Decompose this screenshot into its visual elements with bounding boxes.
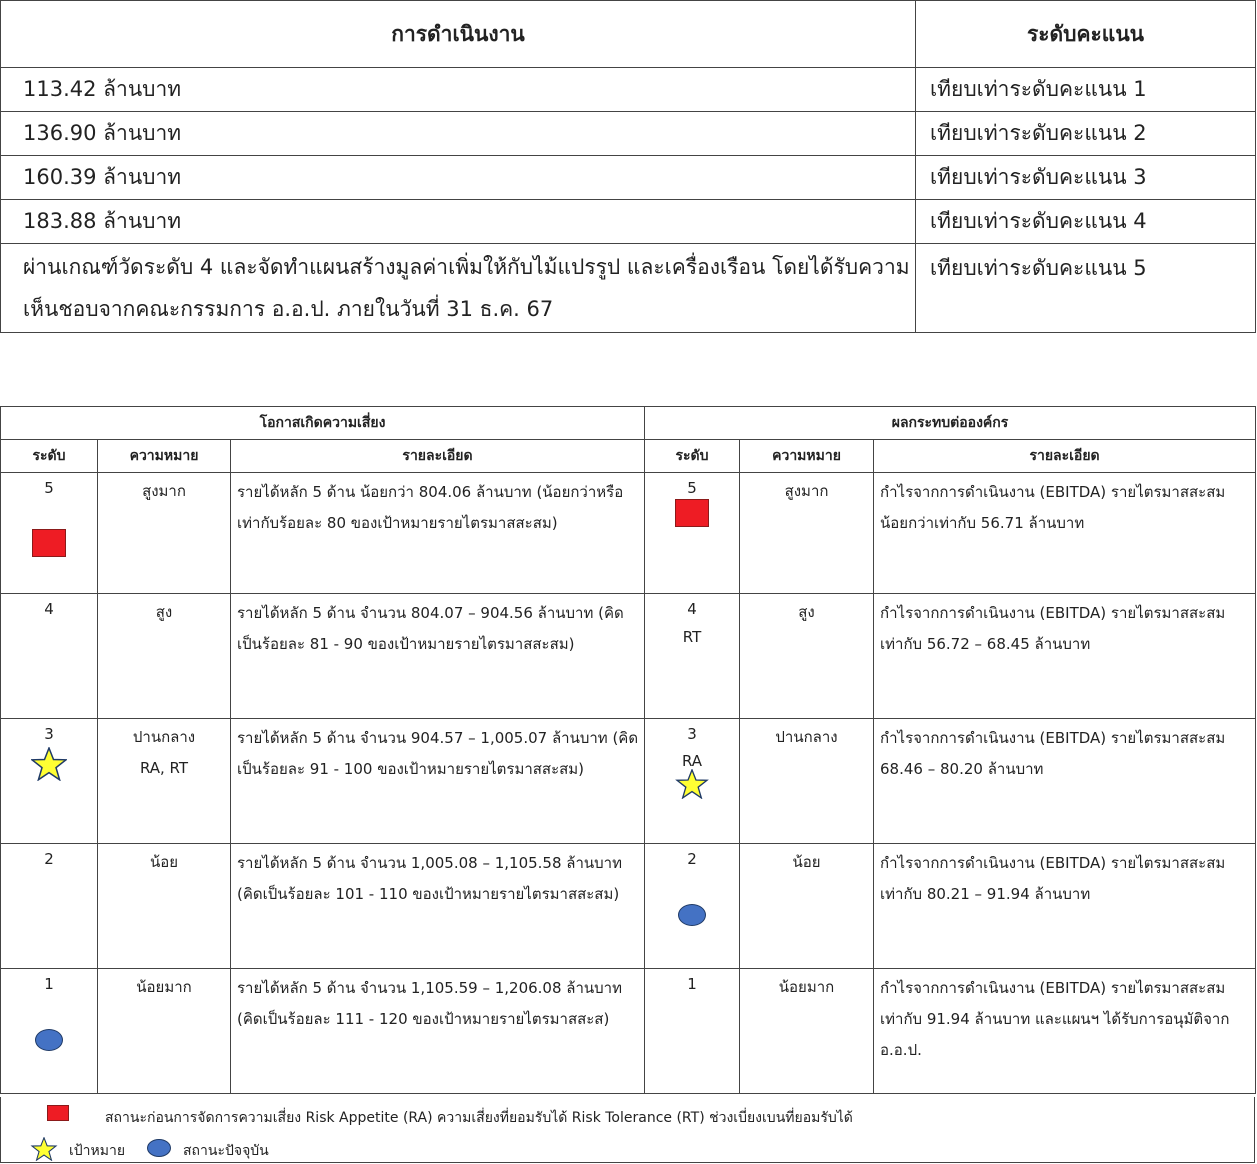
impact-level-cell	[645, 594, 740, 719]
likelihood-level: 4	[1, 594, 98, 719]
likelihood-level: 2	[1, 844, 98, 969]
performance-value: 160.39 ล้านบาท	[1, 156, 916, 200]
red-square-icon	[32, 529, 66, 557]
likelihood-level-cell	[1, 473, 98, 594]
likelihood-level: 5	[44, 479, 54, 497]
likelihood-meaning: น้อย	[98, 844, 231, 969]
impact-detail: กำไรจากการดำเนินงาน (EBITDA) รายไตรมาสสะสม เท่ากับ 80.21 – 91.94 ล้านบาท	[874, 844, 1256, 969]
impact-level: 2	[687, 850, 697, 868]
star-icon	[31, 747, 67, 781]
risk-column-header-row	[1, 440, 1256, 473]
risk-row	[1, 594, 1256, 719]
performance-row	[1, 68, 1256, 112]
likelihood-meaning: ปานกลาง	[132, 728, 196, 746]
score-value: เทียบเท่าระดับคะแนน 1	[916, 68, 1256, 112]
likelihood-detail: รายได้หลัก 5 ด้าน จำนวน 804.07 – 904.56 ล้านบาท (คิดเป็นร้อยละ 81 - 90 ของเป้าหมายรายไตรมาสสะสม)	[231, 594, 645, 719]
performance-header-row	[1, 1, 1256, 68]
impact-header: ผลกระทบต่อองค์กร	[645, 407, 1256, 440]
impact-tag: RT	[682, 628, 702, 646]
performance-value: 183.88 ล้านบาท	[1, 200, 916, 244]
impact-detail: กำไรจากการดำเนินงาน (EBITDA) รายไตรมาสสะสม เท่ากับ 56.72 – 68.45 ล้านบาท	[874, 594, 1256, 719]
impact-level-cell	[645, 719, 740, 844]
likelihood-detail: รายได้หลัก 5 ด้าน จำนวน 1,005.08 – 1,105.58 ล้านบาท (คิดเป็นร้อยละ 101 - 110 ของเป้าหมายรายไตรมาสสะสม)	[231, 844, 645, 969]
star-icon	[27, 1137, 61, 1161]
performance-value: 113.42 ล้านบาท	[1, 68, 916, 112]
risk-matrix-table	[0, 406, 1256, 1094]
blue-circle-icon	[147, 1139, 171, 1157]
risk-row	[1, 969, 1256, 1094]
likelihood-detail: รายได้หลัก 5 ด้าน จำนวน 904.57 – 1,005.07 ล้านบาท (คิดเป็นร้อยละ 91 - 100 ของเป้าหมายรายไตรมาสสะสม)	[231, 719, 645, 844]
risk-row	[1, 473, 1256, 594]
risk-row	[1, 719, 1256, 844]
impact-tag: RA	[681, 752, 703, 770]
col-detail: รายละเอียด	[231, 440, 645, 473]
likelihood-level: 3	[44, 725, 54, 743]
likelihood-header: โอกาสเกิดความเสี่ยง	[1, 407, 645, 440]
impact-detail: กำไรจากการดำเนินงาน (EBITDA) รายไตรมาสสะสม เท่ากับ 91.94 ล้านบาท และแผนฯ ได้รับการอนุมัติจาก อ.อ.ป.	[874, 969, 1256, 1094]
impact-level: 5	[687, 479, 697, 497]
score-value: เทียบเท่าระดับคะแนน 2	[916, 112, 1256, 156]
col-meaning: ความหมาย	[98, 440, 231, 473]
legend-before-text: สถานะก่อนการจัดการความเสี่ยง Risk Appetite (RA) ความเสี่ยงที่ยอมรับได้ Risk Tolerance (RT) ช่วงเบี่ยงเบนที่ยอมรับได้	[105, 1110, 853, 1126]
impact-level-cell	[645, 844, 740, 969]
impact-detail: กำไรจากการดำเนินงาน (EBITDA) รายไตรมาสสะสม 68.46 – 80.20 ล้านบาท	[874, 719, 1256, 844]
impact-meaning: สูงมาก	[740, 473, 874, 594]
likelihood-detail: รายได้หลัก 5 ด้าน น้อยกว่า 804.06 ล้านบาท (น้อยกว่าหรือเท่ากับร้อยละ 80 ของเป้าหมายรายไตรมาสสะสม)	[231, 473, 645, 594]
likelihood-meaning: น้อยมาก	[98, 969, 231, 1094]
impact-meaning: สูง	[740, 594, 874, 719]
impact-level: 4	[687, 600, 697, 618]
likelihood-level: 1	[44, 975, 54, 993]
score-value: เทียบเท่าระดับคะแนน 5	[916, 244, 1256, 333]
red-square-icon	[675, 499, 709, 527]
performance-table	[0, 0, 1256, 333]
performance-row	[1, 244, 1256, 333]
performance-header: การดำเนินงาน	[1, 1, 916, 68]
performance-row	[1, 112, 1256, 156]
impact-level: 3	[687, 725, 697, 743]
col-meaning: ความหมาย	[740, 440, 874, 473]
performance-row	[1, 200, 1256, 244]
performance-value: ผ่านเกณฑ์วัดระดับ 4 และจัดทำแผนสร้างมูลค่าเพิ่มให้กับไม้แปรรูป และเครื่องเรือน โดยได้รับความเห็นชอบจากคณะกรรมการ อ.อ.ป. ภายในวันที่ 31 ธ.ค. 67	[1, 244, 916, 333]
col-level: ระดับ	[645, 440, 740, 473]
likelihood-meaning: สูงมาก	[98, 473, 231, 594]
blue-circle-icon	[35, 1029, 63, 1051]
performance-value: 136.90 ล้านบาท	[1, 112, 916, 156]
red-square-icon	[47, 1105, 69, 1121]
likelihood-level-cell	[1, 969, 98, 1094]
risk-group-header-row	[1, 407, 1256, 440]
impact-detail: กำไรจากการดำเนินงาน (EBITDA) รายไตรมาสสะสม น้อยกว่าเท่ากับ 56.71 ล้านบาท	[874, 473, 1256, 594]
legend-current-text: สถานะปัจจุบัน	[183, 1143, 269, 1159]
likelihood-meaning-cell	[98, 719, 231, 844]
blue-circle-icon	[678, 904, 706, 926]
impact-meaning: น้อย	[740, 844, 874, 969]
risk-row	[1, 844, 1256, 969]
col-level: ระดับ	[1, 440, 98, 473]
score-header: ระดับคะแนน	[916, 1, 1256, 68]
legend	[0, 1097, 1255, 1163]
impact-meaning: น้อยมาก	[740, 969, 874, 1094]
likelihood-tag: RA, RT	[139, 759, 189, 777]
likelihood-level-cell	[1, 719, 98, 844]
performance-row	[1, 156, 1256, 200]
impact-level: 1	[645, 969, 740, 1094]
impact-meaning: ปานกลาง	[740, 719, 874, 844]
score-value: เทียบเท่าระดับคะแนน 4	[916, 200, 1256, 244]
star-icon	[675, 769, 709, 799]
impact-level-cell	[645, 473, 740, 594]
likelihood-detail: รายได้หลัก 5 ด้าน จำนวน 1,105.59 – 1,206.08 ล้านบาท (คิดเป็นร้อยละ 111 - 120 ของเป้าหมายรายไตรมาสสะส)	[231, 969, 645, 1094]
likelihood-meaning: สูง	[98, 594, 231, 719]
legend-target-text: เป้าหมาย	[69, 1143, 126, 1159]
score-value: เทียบเท่าระดับคะแนน 3	[916, 156, 1256, 200]
col-detail: รายละเอียด	[874, 440, 1256, 473]
